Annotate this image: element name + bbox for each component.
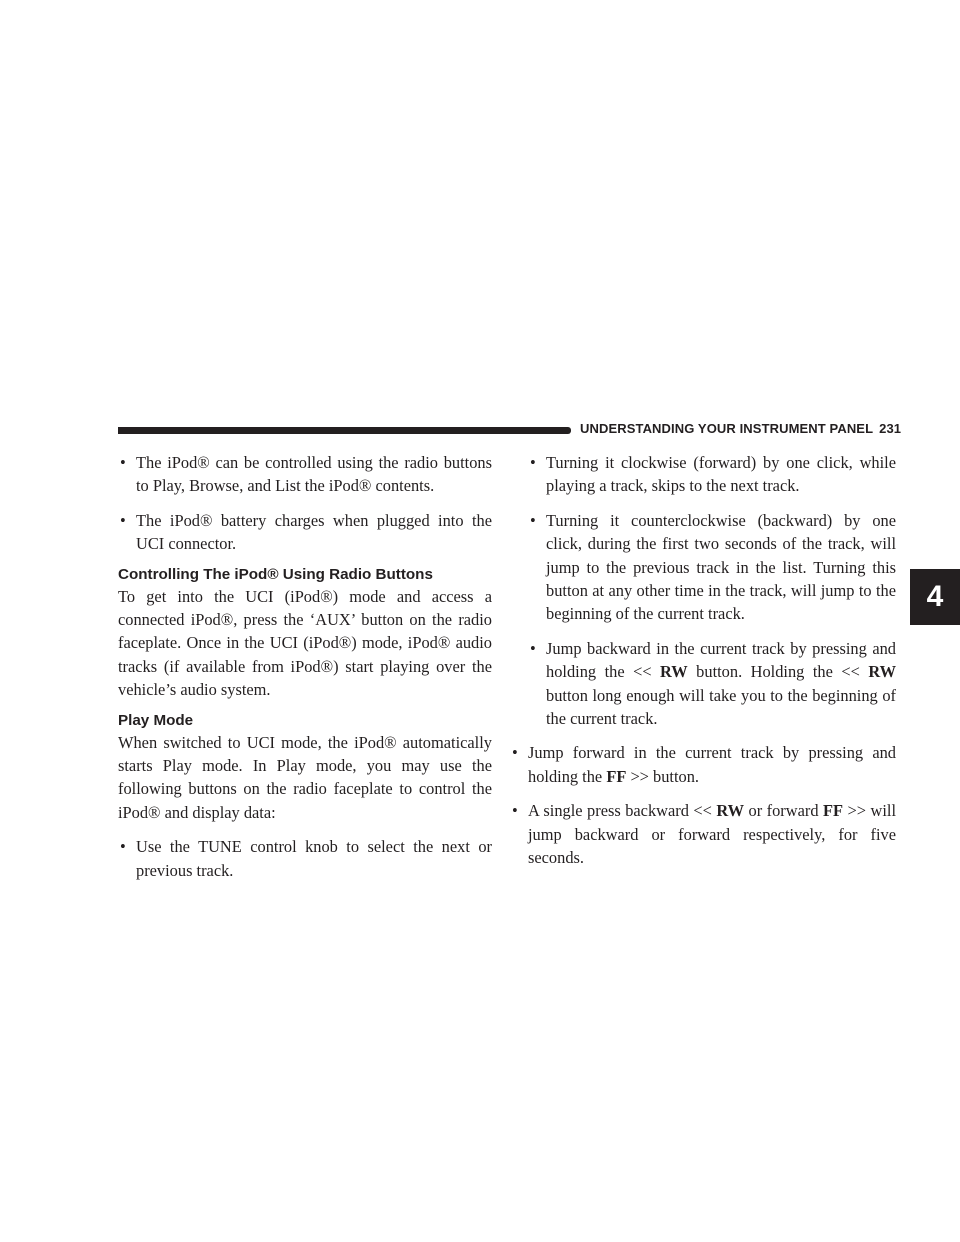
text-run: A single press backward << xyxy=(528,801,717,821)
right-column xyxy=(512,451,896,870)
text-run: Jump backward in the current track by pressing and holding the << xyxy=(546,638,896,682)
rw-label: RW xyxy=(716,801,745,821)
ff-label: FF xyxy=(823,801,844,821)
list-item-text: Turning it clockwise (forward) by one click, while playing a track, skips to the next track. xyxy=(546,453,896,496)
text-run: Jump forward in the current track by pressing and holding the xyxy=(528,743,896,786)
bullet-glyph: • xyxy=(512,801,518,821)
left-column xyxy=(118,451,492,882)
list-item xyxy=(118,451,492,498)
text-run: or forward xyxy=(744,801,824,821)
rw-label: RW xyxy=(660,662,688,682)
bullet-glyph: • xyxy=(530,638,536,658)
page-number: 231 xyxy=(879,421,902,436)
list-item xyxy=(528,451,896,498)
chapter-tab: 4 xyxy=(910,569,960,625)
header-rule xyxy=(118,427,571,434)
list-item-text xyxy=(546,639,896,728)
bullet-glyph: • xyxy=(120,837,126,857)
list-item xyxy=(118,509,492,556)
section-title: UNDERSTANDING YOUR INSTRUMENT PANEL xyxy=(580,421,874,436)
list-item xyxy=(510,741,896,788)
list-item-text: The iPod® battery charges when plugged into the UCI connector. xyxy=(136,510,492,554)
text-run: >> button. xyxy=(626,766,700,786)
list-item-text xyxy=(528,801,896,867)
section-heading: Controlling The iPod® Using Radio Buttons xyxy=(118,565,433,583)
ff-label: FF xyxy=(606,766,627,786)
list-item xyxy=(528,637,896,731)
list-item-text: The iPod® can be controlled using the radio buttons to Play, Browse, and List the iPod® contents. xyxy=(136,453,492,496)
bullet-glyph: • xyxy=(530,453,536,472)
list-item-text: Use the TUNE control knob to select the next or previous track. xyxy=(136,837,492,880)
running-header xyxy=(580,421,901,436)
list-item xyxy=(528,509,896,626)
bullet-glyph: • xyxy=(530,510,536,530)
paragraph: To get into the UCI (iPod®) mode and access a connected iPod®, press the ‘AUX’ button on the radio faceplate. Once in the UCI (iPod®) mode, iPod® audio tracks (if available from iPod®) start playing over the vehicle’s audio system. xyxy=(118,586,492,700)
list-item xyxy=(118,835,492,882)
bullet-glyph: • xyxy=(120,510,126,530)
bullet-glyph: • xyxy=(120,453,126,472)
bullet-glyph: • xyxy=(512,743,518,763)
text-run: >> will jump backward or forward respectively, for five seconds. xyxy=(528,801,896,868)
list-item-text xyxy=(528,743,896,785)
text-run: button long enough will take you to the beginning of the current track. xyxy=(546,685,896,729)
paragraph: When switched to UCI mode, the iPod® automatically starts Play mode. In Play mode, you may use the following buttons on the radio faceplate to control the iPod® and display data: xyxy=(118,732,492,822)
list-item xyxy=(510,799,896,869)
list-item-text: Turning it counterclockwise (backward) by one click, during the first two seconds of the track, will jump to the previous track in the list. Turning this button at any other time in the track, will jump to the beginning of the current track. xyxy=(546,510,896,624)
rw-label: RW xyxy=(868,662,896,682)
text-run: button. Holding the << xyxy=(687,662,869,682)
section-heading: Play Mode xyxy=(118,711,194,729)
